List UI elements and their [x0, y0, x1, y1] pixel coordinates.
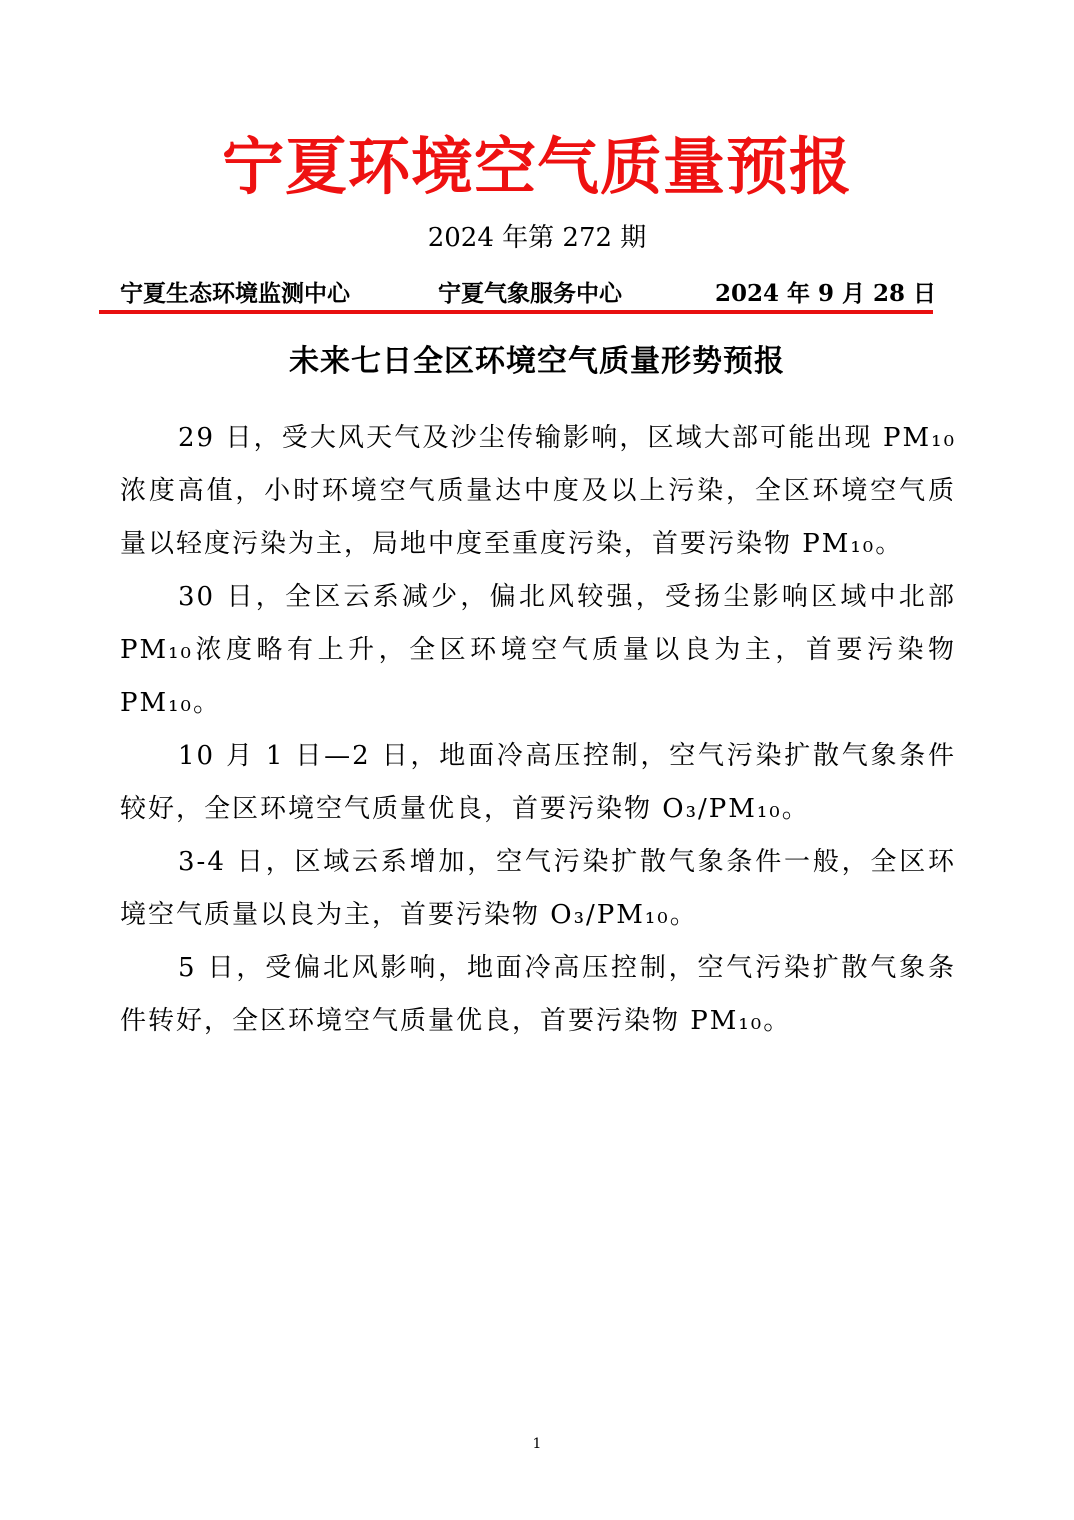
- org-monitoring-center: 宁夏生态环境监测中心: [120, 280, 350, 307]
- org-weather-service: 宁夏气象服务中心: [438, 280, 622, 307]
- page-number: 1: [532, 1436, 542, 1452]
- forecast-paragraph: 29 日，受大风天气及沙尘传输影响，区域大部可能出现 PM₁₀ 浓度高值，小时环境空气质量达中度及以上污染，全区环境空气质量以轻度污染为主，局地中度至重度污染，首要污染物 PM₁₀。: [120, 423, 956, 559]
- header-row: [120, 276, 936, 312]
- forecast-paragraph: 5 日，受偏北风影响，地面冷高压控制，空气污染扩散气象条件转好，全区环境空气质量优良，首要污染物 PM₁₀。: [120, 953, 956, 1036]
- forecast-paragraph: 3-4 日，区域云系增加，空气污染扩散气象条件一般，全区环境空气质量以良为主，首要污染物 O₃/PM₁₀。: [120, 847, 956, 930]
- issue-number: 2024 年第 272 期: [427, 223, 647, 253]
- section-title: 未来七日全区环境空气质量形势预报: [289, 344, 785, 379]
- forecast-body: [120, 412, 956, 1048]
- issue-date: 2024 年 9 月 28 日: [714, 280, 936, 307]
- document-title: 宁夏环境空气质量预报: [221, 130, 852, 203]
- red-divider: [99, 310, 933, 314]
- forecast-paragraph: 10 月 1 日—2 日，地面冷高压控制，空气污染扩散气象条件较好，全区环境空气质量优良，首要污染物 O₃/PM₁₀。: [120, 741, 956, 824]
- forecast-paragraph: 30 日，全区云系减少，偏北风较强，受扬尘影响区域中北部 PM₁₀浓度略有上升，全区环境空气质量以良为主，首要污染物 PM₁₀。: [120, 582, 956, 718]
